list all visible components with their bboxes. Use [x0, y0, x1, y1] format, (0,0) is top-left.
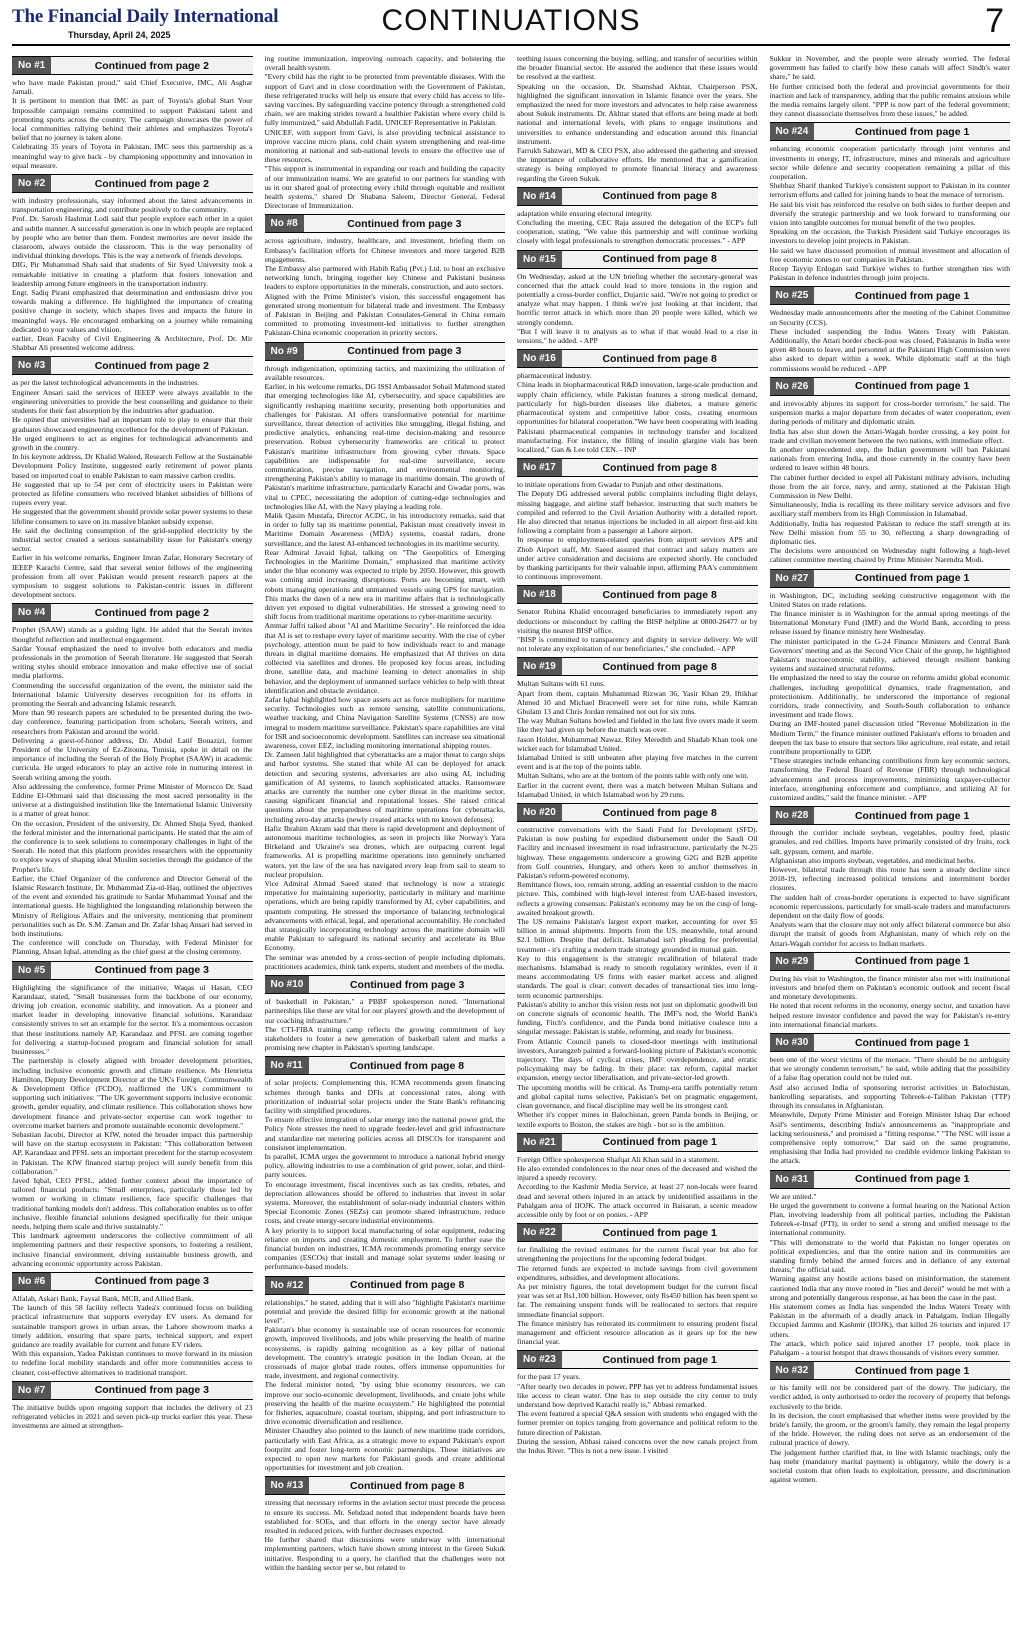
columns-container: [0, 46, 1022, 1644]
continued-from-label: Continued from page 1: [854, 1173, 970, 1186]
continued-from-label: Continued from page 1: [854, 1364, 970, 1377]
continued-from-label: Continued from page 1: [854, 1036, 970, 1049]
article-header: [770, 569, 1011, 588]
article-header: [12, 356, 253, 375]
article-number-badge: No #28: [770, 807, 815, 824]
continued-from-label: Continued from page 2: [94, 606, 210, 619]
article-header: [517, 187, 758, 206]
continuation-article: [12, 1272, 253, 1377]
article-number-badge: No #16: [517, 350, 562, 367]
article-header: [12, 603, 253, 622]
article-body: We are united." He urged the government to convene a formal hearing on the National Action Plan, involving leadership from all political parties, including the Pakistan Tehreek-e-Insaf (PTI), in order to send a strong and unified message to the international community. "This will demonstrate to the world that Pakistan no longer operates on political expediencies, and that the entire nation and its communities are standing firmly behind the armed forces and in defiance of any external threats," the official said. Warning against any hostile actions based on misinformation, the statement cautioned India that any move rooted in "lies and deceit" would be met with a strong and potentially dangerous response, as has been the case in the past. His statement comes as India has suspended the Indus Waters Treaty with Pakistan in the aftermath of a deadly attack in Pahalgam, Indian Illegally Occupied Jammu and Kashmir (IIOJK), that killed 26 tourists and injured 17 others. The attack, which police said injured another 17 people, took place in Pahalgam - a tourist hotspot that draws thousands of visitors every summer.: [769, 1191, 1010, 1357]
continuation-article: [265, 342, 506, 971]
article-header: [517, 458, 758, 477]
article-header: [517, 250, 758, 269]
article-header: [517, 585, 758, 604]
continued-from-label: Continued from page 2: [94, 359, 210, 372]
continued-from-label: Continued from page 8: [602, 806, 717, 819]
continuation-article: [517, 458, 758, 581]
article-number-badge: No #27: [770, 570, 815, 587]
article-body: across agriculture, industry, healthcare, and investment, briefing them on Embassy's facilitation efforts for Chinese investors and more targeted B2B engagements. The Embassy also partnered with Habib Rafiq (Pvt.) Ltd. to host an exclusive networking lunch, bringing together key Chinese and Pakistani business leaders to explore opportunities in the minerals, construction, and auto sectors. Aligned with the Prime Minister's vision, this successful engagement has generated strong momentum for bilateral trade and investment. The Embassy of Pakistan in Beijing and Pakistan Consulates-General in China remain committed to promoting investment-led initiatives to further strengthen Pakistan-China economic cooperation in priority sectors.: [264, 236, 505, 338]
article-number-badge: No #3: [12, 357, 51, 374]
continued-from-label: Continued from page 1: [602, 1226, 717, 1239]
article-header: [265, 1056, 506, 1075]
article-body: enhancing economic cooperation particularly through joint ventures and investments in energy, IT, infrastructure, mines and minerals and agriculture sector while defence and security cooperation remaining a pillar of this cooperation. Shehbaz Sharif thanked Turkiye's consistent support to Pakistan in its counter terrorism efforts and called for joining hands to beat the menace of terrorism. He said his visit has reinforced the resolve on both sides to further deepen and diversify the strategic partnership and we look forward to transforming our vision into tangible outcomes for mutual benefit of the two peoples. Speaking on the occasion, the Turkish President said Turkiye encourages its investors to develop joint projects in Pakistan. He said we have discussed promotion of mutual investment and allocation of free economic zones to our companies in Pakistan. Recep Tayyip Erdogan said Turkiye wishes to further strengthen ties with Pakistan in defence industries through joint projects.: [769, 144, 1010, 283]
article-body: who have made Pakistan proud," said Chief Executive, IMC, Ali Asghar Jamali. It is pertinent to mention that IMC as part of Toyota's global Start Your Impossible campaign remains committed to support Pakistani talent and promoting sports across the country. The campaign showcases the power of local communities rallying behind their athletes and emphasizes Toyota's belief that no journey is taken alone. Celebrating 35 years of Toyota in Pakistan, IMC sees this partnership as a meaningful way to give back - by championing opportunity and innovation in equal measure.: [12, 78, 253, 170]
continued-from-label: Continued from page 8: [602, 588, 717, 601]
article-body: adaptation while ensuring electoral integrity. Concluding the meeting, CEC Raja assured the delegation of the ECP's full cooperation, stating, "We value this partnership and will continue working closely with legal professionals to strengthen democratic processes." - APP: [517, 208, 758, 246]
continuation-article: [12, 1381, 253, 1431]
continued-from-label: Continued from page 1: [602, 1136, 717, 1149]
article-number-badge: No #29: [770, 953, 815, 970]
article-number-badge: No #9: [265, 343, 304, 360]
article-number-badge: No #17: [517, 459, 562, 476]
article-number-badge: No #20: [517, 804, 562, 821]
column-4: [770, 54, 1011, 1644]
continued-from-label: Continued from page 2: [94, 59, 210, 72]
article-body: to initiate operations from Gwadar to Punjab and other destinations. The Deputy DG addressed several public complaints including flight delays, missing baggage, and airline staff behavior, instructing that such matters be compiled and referred to the Civil Aviation Authority with a detailed report. He also directed that tetanus injections be included in all airport first-aid kits following a complaint from a passenger at Lahore airport. In response to employment-related queries from airport services APS and Zhob Airport staff, Mr. Saeed assured that contract and salary matters are under active consideration and decisions are expected shortly. He concluded by thanking participants for their valuable input, affirming PAA's commitment to continuous improvement.: [517, 480, 758, 582]
continued-from-label: Continued from page 8: [349, 1479, 465, 1492]
article-number-badge: No #14: [517, 188, 562, 205]
article-header: [265, 1476, 506, 1495]
continuation-article: [12, 56, 253, 170]
continuation-article: [770, 1170, 1011, 1358]
article-body: During his visit to Washington, the finance minister also met with institutional investors and briefed them on Pakistan's economic outlook and recent fiscal and monetary developments. He noted that recent reforms in the economy, energy sector, and taxation have helped restore investor confidence and paved the way for Pakistan's re-entry into international financial markets.: [769, 973, 1010, 1029]
article-header: [770, 286, 1011, 305]
article-body: and irrevocably abjures its support for cross-border terrorism," he said. The suspension marks a major departure from decades of water cooperation, even during periods of military and diplomatic strain. India has also shut down the Attari-Wagah border crossing, a key point for trade and civilian movement between the two nations, with immediate effect. In another unprecedented step, the Indian government will ban Pakistani nationals from entering India, and those currently in the country have been ordered to leave within 48 hours. The cabinet further decided to expel all Pakistani military advisors, including those from the air force, navy, and army, stationed at the Pakistan High Commission in New Delhi. Simultaneously, India is recalling its three military service advisors and five auxiliary staff members from its High Commission in Islamabad. Additionally, India has requested Pakistan to reduce the staff strength at its New Delhi mission from 55 to 30, reflecting a sharp downgrading of diplomatic ties. The decisions were announced on Wednesday night following a high-level cabinet committee meeting chaired by Prime Minister Narendra Modi.: [769, 398, 1010, 565]
article-number-badge: No #26: [770, 378, 815, 395]
page-number: 7: [985, 2, 1004, 40]
article-header: [517, 1223, 758, 1242]
article-number-badge: No #24: [770, 123, 815, 140]
article-body: as per the latest technological advancements in the industries. Engineer Ansari said the services of IEEEP were always available to the engineering universities to provide the best counselling and guidance to their students for their fast absorption by the industries after graduation. He opined that universities had an important role to play to ensure that their graduates showcased engineering excellence for the development of Pakistan. He urged engineers to act as engines for technological advancements and growth in the country. In his keynote address, Dr Khalid Waleed, Research Fellow at the Sustainable Development Policy Institute, suggested early retirement of power plants based on imported coal to enable Pakistan to earn massive carbon credits. He suggested that up to 54 per cent of electricity users in Pakistan were protected as lifeline consumers who received blanket subsidies of billions of rupees every year. He suggested that the government should provide solar power systems to these lifeline consumers to save on its massive blanket subsidy expense. He said the declining consumption of the grid-supplied electricity by the industrial sector created a serious sustainability issue for Pakistan's energy sector. Earlier in his welcome remarks, Engineer Imran Zafar, Honorary Secretary of IEEEP Karachi Centre, said that several senior fellows of the engineering profession from all over Pakistan would present research papers at the symposium to suggest solutions to Pakistan-centric issues in different development sectors.: [12, 378, 253, 600]
article-body: teething issues concerning the buying, selling, and transfer of securities within the broader financial sector. He assured the audience that these issues would be resolved at the earliest. Speaking on the occasion, Dr. Shamshad Akhtar, Chairperson PSX, highlighted the significant innovation in Islamic finance over the years. She emphasized the need for more investors and advocates to help raise awareness about Sukuk instruments. Dr. Akhtar stated that efforts are being made at both national and international levels, with plans to engage institutions and universities to enhance understanding and education around this financial instrument. Farrukh Sabzwari, MD & CEO PSX, also addressed the gathering and stressed the importance of collaborative efforts. He mentioned that a gamification strategy is being employed to promote financial literacy and awareness regarding the Green Sukuk.: [517, 54, 758, 183]
article-header: [517, 1350, 758, 1369]
continuation-article: [12, 174, 253, 352]
continued-from-label: Continued from page 2: [94, 177, 210, 190]
continued-from-label: Continued from page 3: [347, 217, 462, 230]
article-body: ing routine immunization, improving outreach capacity, and bolstering the overall health system. "Every child has the right to be protected from preventable diseases. With the support of Gavi and in close coordination with the Government of Pakistan, these refrigerated trucks will help us ensure that every child has access to life-saving vaccines. By safeguarding vaccine potency through a strengthened cold chain, we are making strides toward a healthier Pakistan where every child is fully immunized," said Abdullah Fadil, UNICEF Representative in Pakistan. UNICEF, with support from Gavi, is also providing technical assistance to improve vaccine micro plans, cold chain system strengthening and real-time monitoring at national and sub-national levels to ensure the effective use of these resources. "This support is instrumental in expanding our reach and building the capacity of our immunization teams. We are grateful to our partners for standing with us in our shared goal of protecting every child through equitable and resilient health systems," shared Dr Shabana Saleem, Director General, Federal Directorate of Immunization.: [264, 54, 505, 211]
issue-date: Thursday, April 24, 2025: [68, 30, 171, 40]
article-number-badge: No #7: [12, 1382, 51, 1399]
continuation-article: [770, 122, 1011, 282]
continued-from-label: Continued from page 1: [602, 1353, 717, 1366]
article-body: in Washington, DC, including seeking constructive engagement with the United States on trade relations. The finance minister is in Washington for the annual spring meetings of the International Monetary Fund (IMF) and the World Bank, according to press release issued by finance ministry here Wednesday. The minister participated in the G-24 Finance Ministers and Central Bank Governors' meeting and as the Second Vice Chair of the group, he highlighted Pakistan's macroeconomic stability, achieved through resilient banking systems and sustained structural reforms. He emphasized the need to stay the course on reforms amidst global economic challenges, including geopolitical dynamics, trade fragmentation, and protectionism. Additionally, he underscored the importance of regional corridors, trade connectivity, and South-South collaboration to enhance investment and trade flows. During an IMF-hosted panel discussion titled "Revenue Mobilization in the Medium Term," the finance minister outlined Pakistan's efforts to broaden and deepen the tax base to ensure that sectors like agriculture, real estate, and retail contribute proportionally to GDP. "These strategies include enhancing contributions from key economic sectors, transforming the Federal Board of Revenue (FBR) through technological advancements and process improvements, minimizing taxpayer-collector interface, strengthening enforcement and compliance, and utilizing AI for customized audits," said the finance minister. - APP: [769, 590, 1010, 803]
article-body: pharmaceutical industry. China leads in biopharmaceutical R&D innovation, large-scale production and supply chain efficiency, while Pakistan features a strong medical demand, particularly for high-burden diseases like diabetes, a mature generic pharmaceutical system and competitive labor costs, creating enormous opportunities for bilateral cooperation."We have been cooperating with leading Pakistani pharmaceutical companies in technology transfer and localized manufacturing. For instance, the filling of insulin glargine vials has been localized," Gan & Lee told CEN. - INP: [517, 371, 758, 454]
masthead: [12, 0, 1010, 46]
article-number-badge: No #12: [265, 1277, 310, 1294]
article-header: [517, 657, 758, 676]
continued-from-label: Continued from page 1: [854, 380, 970, 393]
continued-from-label: Continued from page 8: [349, 1059, 465, 1072]
continuation-article: [517, 1223, 758, 1346]
column-2: [265, 54, 506, 1644]
article-header: [12, 174, 253, 193]
article-body: for finalising the revised estimates for the current fiscal year but also for strengthening the projections for the upcoming federal budget. The returned funds are expected to include savings from civil government expenditures, subsidies, and development allocations. As per ministry figures, the total development budget for the current fiscal year was set at Rs1,100 billion. However, only Rs450 billion has been spent so far. The remaining unspent funds will be reallocated to sectors that require immediate financial support. The finance ministry has reiterated its commitment to ensuring prudent fiscal management and efficient resource allocation as it gears up for the new financial year.: [517, 1245, 758, 1347]
article-header: [265, 342, 506, 361]
article-number-badge: No #15: [517, 251, 562, 268]
continued-from-label: Continued from page 3: [94, 964, 210, 977]
continuation-article: [517, 250, 758, 346]
continued-from-label: Continued from page 8: [602, 352, 717, 365]
article-number-badge: No #10: [265, 976, 310, 993]
column-3: [517, 54, 758, 1644]
article-number-badge: No #13: [265, 1477, 310, 1494]
continuation-article: [265, 1056, 506, 1271]
continuation-article: [770, 54, 1011, 118]
article-header: [265, 975, 506, 994]
article-number-badge: No #22: [517, 1224, 562, 1241]
article-body: Prophet (SAAW) stands as a guiding light. He added that the Seerah invites thoughtful reflection and intellectual engagement. Sardar Yousaf emphasized the need to involve both educators and media professionals in the promotion of Seerah literature. He suggested that Seerah writing styles should embrace innovation and make effective use of social media platforms. Commending the successful organization of the event, the minister said the International Islamic University deserves recognition for its efforts in promoting the Seerah and advancing Islamic research. More than 90 research papers are scheduled to be presented during the two-day conference, featuring participation from scholars, Seerah writers, and researchers from Pakistan and around the world. Delivering a guest-of-honor address, Dr. Abdul Latif Bouazizi, former President of the University of Ez-Zitouna, Tunisia, spoke in detail on the importance of including the Seerah of the Holy Prophet (SAAW) in academic curricula. He urged educators to play an active role in nurturing interest in Seerah writing among the youth. Also addressing the conference, former Prime Minister of Morocco Dr. Saad Eddine El-Othmani said that discussing the most sacred personality in the universe at a distinguished institution like the International Islamic University is a matter of great honor. On the occasion, President of the university, Dr. Ahmed Shuja Syed, thanked the federal minister and the international participants. He stated that the aim of the conference is to seek solutions to contemporary challenges in light of the Seerah. He noted that this platform provides researchers with the opportunity to explore ways of shaping ideal Muslim societies through the guidance of the Prophet's life. Earlier, the Chief Organizer of the conference and Director General of the Islamic Research Institute, Dr. Muhammad Zia-ul-Haq, outlined the objectives of the event and extended his gratitude to Sardar Muhammad Yousaf and the international guests. He highlighted the longstanding relationship between the Ministry of Religious Affairs and the university, mentioning that prominent personalities such as Dr. S.M. Zaman and Dr. Zafar Ishaq Ansari had served in both institutions. The conference will conclude on Thursday, with Federal Minister for Planning, Ahsan Iqbal, attending as the chief guest at the closing ceremony.: [12, 625, 253, 957]
article-number-badge: No #1: [12, 57, 51, 74]
article-header: [12, 961, 253, 980]
continued-from-label: Continued from page 1: [854, 572, 970, 585]
continued-from-label: Continued from page 1: [854, 955, 970, 968]
article-header: [265, 1276, 506, 1295]
article-body: Highlighting the significance of the initiative, Waqas ul Hasan, CEO Karandaaz, stated, "Small businesses form the backbone of our economy, driving job creation, economic stability, and innovation. As a pioneer and market leader in developing innovative financial solutions, Karandaaz consistently strives to set an example for the sector. It's a momentous occasion that these institutions namely AP, Karandaaz and PFSL are coming together for delivering a startup-focused program and financial solution for small businesses." The partnership is closely aligned with broader development priorities, including inclusive economic growth and climate resilience. Ms Henrietta Hamilton, Deputy Development Director at the UK's Foreign, Commonwealth & Development Office (FCDO), reaffirmed the UK's commitment to supporting such initiatives: "The UK government supports inclusive economic growth, gender equality, and climate resilience. This collaboration shows how development finance and private-sector expertise can work together to overcome market barriers and promote sustainable economic development." Sebastian Jacobi, Director at KfW, noted the broader impact this partnership will have on the startup ecosystem in Pakistan: "This collaboration between AP, Karandaaz and PFSL sets an important precedent for the startup ecosystem in Pakistan. The KfW financed startup project will surely benefit from this collaboration." Javed Iqbal, CEO PFSL, added further context about the importance of tailored financial products: "Small enterprises, particularly those led by women or working in climate resilience, face specific challenges that traditional banking models don't address. This collaboration enables us to offer inclusive, flexible financial solutions designed specifically for their unique needs, helping them scale and thrive sustainably." This landmark agreement underscores the collective commitment of all implementing partners and their respective sponsors, to fostering a resilient, inclusive financial environment, driving sustainable business growth, and advancing economic opportunity across Pakistan.: [12, 982, 253, 1268]
column-1: [12, 54, 253, 1644]
continuation-article: [770, 1361, 1011, 1484]
article-body: Foreign Office spokesperson Shafqat Ali Khan said in a statement. He also extended condolences to the near ones of the deceased and wished the injured a speedy recovery. According to the Kashmir Media Service, at least 27 non-locals were feared dead and several others injured in an attack by unidentified assailants in the Pahalgam area of IIOJK. The attack occurred in Baisaran, a scenic meadow accessible only by foot or on ponies. - APP: [517, 1154, 758, 1219]
continued-from-label: Continued from page 8: [349, 1279, 465, 1292]
continued-from-label: Continued from page 1: [854, 809, 970, 822]
article-header: [770, 1170, 1011, 1189]
continuation-article: [517, 54, 758, 183]
article-body: or his family will not be considered part of the dowry. The judiciary, the verdict added, is only authorised to order the recovery of property that belongs exclusively to the bride. In its decision, the court emphasised that whether items were provided by the bride's family, the groom, or the groom's family, they remain the legal property of the bride. However, the ruling does not serve as an endorsement of the cultural practice of dowry. The judgement further clarified that, in line with Islamic teachings, only the haq mehr (mandatory marital payment) is obligatory, while the dowry is a societal custom that often leads to exploitation, pressure, and discrimination against women.: [769, 1383, 1010, 1485]
article-body: Wednesday made announcements after the meeting of the Cabinet Committee on Security (CCS). These included suspending the Indus Waters Treaty with Pakistan. Additionally, the Attari border check-post was closed, Pakistanis in India were given 48 hours to leave, and personnel at the Pakistani High Commission were also asked to depart within a week. While diplomatic staff at the high commissions would be reduced. - APP: [769, 308, 1010, 373]
continuation-article: [770, 952, 1011, 1029]
continuation-article: [517, 657, 758, 799]
article-body: for the past 17 years. "After nearly two decades in power, PPP has yet to address fundamental issues like access to clean water. One has to step outside the city center to truly understand how deprived Karachi really is," Abbasi remarked. The event featured a special Q&A session with students who engaged with the former premier on topics ranging from governance and political reform to the future direction of Pakistan. During the session, Abbasi raised concerns over the new canals project from the Indus River. "This is not a new issue. I visited: [517, 1372, 758, 1455]
article-number-badge: No #5: [12, 962, 51, 979]
continuation-article: [12, 356, 253, 599]
article-header: [12, 56, 253, 75]
continuation-article: [770, 286, 1011, 372]
continuation-article: [12, 961, 253, 1268]
continued-from-label: Continued from page 3: [349, 978, 465, 991]
article-header: [12, 1381, 253, 1400]
article-body: relationships," he stated, adding that it will also "highlight Pakistan's maritime potential and provide the desired fillip for economic growth at the national level". Pakistan's blue economy is sustainable use of ocean resources for economic growth, improved livelihoods, and jobs while preserving the health of marine ecosystems, is rapidly gaining recognition as a key pillar of national development. The country's strategic position in the Indian Ocean, at the crossroads of major global trade routes, offers immense opportunities for trade, investment, and regional connectivity. The federal minister noted, "by using blue economy resources, we can improve our socio-economic development, livelihoods, and create jobs while preserving the health of the marine ecosystem." He highlighted the potential for fisheries, aquaculture, coastal tourism, shipping, and port infrastructure to drive economic diversification and resilience. Minister Chaudhry also pointed to the launch of new maritime trade corridors, particularly with East Africa, as a strategic move to expand Pakistan's export footprint and foster long-term economic partnerships. These initiatives are expected to open new markets for Pakistani goods and create additional opportunities for investment and job creation.: [264, 1297, 505, 1473]
article-number-badge: No #32: [770, 1362, 815, 1379]
article-header: [770, 952, 1011, 971]
article-number-badge: No #31: [770, 1171, 815, 1188]
article-body: Alfalah, Askari Bank, Faysal Bank, MCB, and Allied Bank. The launch of this 58 facility reflects Yadea's continued focus on building practical infrastructure that supports everyday EV users. As demand for sustainable transport grows in urban areas, the Lahore showroom marks a timely addition, ensuring that spare parts, technical support, and expert guidance are readily available for current and future EV riders. With this expansion, Yadea Pakistan continues to move forward in its mission to redefine local mobility standards and offer more communities access to cleaner, cost-effective alternatives to traditional transport.: [12, 1293, 253, 1377]
article-header: [770, 377, 1011, 396]
article-body: through the corridor include soybean, vegetables, poultry feed, plastic granules, and red chillies. Imports have primarily consisted of dry fruits, rock salt, gypsum, cement, and marble. Afghanistan also imports soybean, vegetables, and medicinal herbs. However, bilateral trade through this route has seen a steady decline since 2018-19, reflecting increased political tensions and intermittent border closures. The sudden halt of cross-border operations is expected to have significant economic repercussions, particularly for small-scale traders and manufacturers dependent on the daily flow of goods. Analysts warn that the closure may not only affect bilateral commerce but also disrupt the transit of goods from Afghanistan, many of which rely on the Attari-Wagah corridor for access to Indian markets.: [769, 828, 1010, 948]
article-header: [770, 806, 1011, 825]
continued-from-label: Continued from page 8: [602, 190, 717, 203]
article-header: [517, 1133, 758, 1152]
article-header: [770, 1361, 1011, 1380]
article-header: [770, 1033, 1011, 1052]
continuation-article: [517, 585, 758, 653]
article-header: [770, 122, 1011, 141]
article-body: stressing that necessary reforms in the aviation sector must precede the process to ensure its success. Mr. Sehdzad noted that independent boards have been established for SOEs, and that efforts in the energy sector have already resulted in reduced prices, with further decreases expected. He further shared that discussions were underway with international implementing partners, which have shown strong interest in the Green Sukuk initiative. Responding to a query, he clarified that the challenges were not within the banking sector per se, but related to: [264, 1498, 505, 1572]
article-header: [265, 214, 506, 233]
article-body: Senator Rubina Khalid encouraged beneficiaries to immediately report any deductions or misconduct by calling the BISP helpline at 0800-26477 or by visiting the nearest BISP office. "BISP is committed to transparency and dignity in service delivery. We will not tolerate any exploitation of our beneficiaries," she concluded. - APP: [517, 607, 758, 654]
article-body: On Wednesday, asked at the UN briefing whether the secretary-general was concerned that the attack could lead to more tensions in the region and potentially a cross-border conflict, Dujarric said, "We're not going to predict or analyze what may happen. I think we're just looking at that incident, that horrific terror attack in which more than 20 people were killed, which we strongly condemn. "But I will leave it to analysts as to what if that would lead to a rise in tensions," he added. - APP: [517, 271, 758, 346]
article-number-badge: No #30: [770, 1034, 815, 1051]
continuation-article: [770, 569, 1011, 803]
section-title: CONTINUATIONS: [381, 4, 641, 37]
article-header: [12, 1272, 253, 1291]
article-number-badge: No #19: [517, 658, 562, 675]
article-body: The initiative builds upon ongoing support that includes the delivery of 23 refrigerated vehicles in 2021 and seven pick-up trucks earlier this year. These investments are aimed at strengthen-: [12, 1402, 253, 1431]
continued-from-label: Continued from page 1: [854, 125, 970, 138]
article-body: through indigenization, optimizing tactics, and maximizing the utilization of available resources. Earlier, in his welcome remarks, DG ISSI Ambassador Sohail Mahmood stated that emerging technologies like AI, cybersecurity, and space capabilities are significantly reshaping maritime security, presenting both opportunities and challenges for Pakistan. AI offers transformative potential for maritime surveillance, threat detection of activities like smuggling, illegal fishing, and predictive analytics, enhancing real-time decision-making and resource preservation. Robust cybersecurity frameworks are critical to protect Pakistan's maritime infrastructure from growing cyber threats. Space capabilities are indispensable for real-time surveillance, secure communication, precise navigation, and environmental monitoring, strengthening Pakistan's ability to manage its maritime domain. The growth of Pakistan's maritime infrastructure, particularly Karachi and Gwadar ports, was vital to CPEC, necessitating the adoption of cutting-edge technologies and technologies like AI, with the Navy playing a leading role. Malik Qasim Mustafa, Director ACDC, in his introductory remarks, said that in order to fully tap its maritime potential, Pakistan must creatively invest in Maritime Domain Awareness (MDA) systems, coastal radars, drone surveillance, and the latest AI-enhanced technologies in its maritime security. Rear Admiral Javaid Iqbal, talking on "The Geopolitics of Emerging Technologies in the Maritime Domain," emphasized that maritime activity under the blue economy was expected to triple by 2050. However, this growth was coming amid increasing disruptions. Ports are becoming smart, with robots managing operations and unmanned vessels using GPS for navigation. This marks the dawn of a new era in maritime affairs that is technologically driven yet exposed to digital vulnerabilities. He stressed a growing need to shift focus from traditional maritime operations to cyber-maritime security. Ammar Jaffri talked about "AI and Maritime Security". He reinforced the idea that AI is set to reshape every layer of maritime security. With the rise of cyber psychology, attention must be paid to how individuals react to and manage threats in digital maritime domains. He emphasized that AI thrives on data collected via satellites and drones. He proposed key focus areas, including drone, satellite data, and machine learning to detect anomalies in ship behavior, and the deployment of unmanned surface vehicles to help with threat identification and obstacle avoidance. Zafar Iqbal highlighted how space assets act as force multipliers for maritime security. Technologies such as remote sensing, satellite communications, weather tracking, and China Navigation Satellite Systems (CNSS) are now integral to modern maritime surveillance. Pakistan's space capabilities are vital for ISR and socioeconomic development. Satellites can increase sea situational awareness, cover EEZ, including monitoring international shipping routes. Dr. Zameen Jalil highlighted that cyberattacks are a major threat to cargo ships and harbor systems. She stated that while AI can be deployed for attack detection and securing systems, adversaries are also using AI, including gamification of AI systems, to launch sophisticated attacks. Ransomware attacks are currently the number one cyber threat in the maritime sector, causing significant financial and reputational losses. She raised critical questions about the preparedness of maritime operations for cyberattacks, including zero-day attacks (newly created attacks with no known defenses). Hafiz Ibrahim Akram said that there is rapid development and deployment of autonomous maritime technologies, as seen in projects like Norway's Yara Birkeland and Ukraine's sea drones, which are outpacing current legal frameworks. AI is propelling maritime operations into genuinely uncharted waters, yet the law of the sea has navigated every leap from sail to steam to nuclear propulsion. Vice Admiral Ahmad Saeed stated that technology is now a strategic imperative for maintaining superiority, particularly in military and maritime operations, which are being rapidly transformed by AI, cyber capabilities, and quantum computing. He stressed the importance of balancing technological advancements with ethical, legal, and operational accountability. He concluded that strategically incorporating technology across the maritime domain will enable Pakistan to safeguard its national security and accelerate its Blue Economy. The seminar was attended by a cross-section of people including diplomats, practitioners academics, think tank experts, student and members of the media.: [264, 363, 505, 971]
continuation-article: [517, 803, 758, 1129]
article-body: Multan Sultans with 61 runs. Apart from them, captain Muhammad Rizwan 36, Yasir Khan 29, Iftikhar Ahmed 10 and Michael Bracewell were set for nine runs, while Kamran Ghulam 13 and Chris Jordan remained not out for six runs. The way Multan Sultans bowled and fielded in the last five overs made it seem like they had given up before the match was over. Jason Holder, Muhammad Nawaz, Riley Meredith and Shadab Khan took one wicket each for Islamabad United. Islamabad United is still unbeaten after playing five matches in the current event and is at the top of the points table. Multan Sultans, who are at the bottom of the points table with only one win. Earlier in the current event, there was a match between Multan Sultans and Islamabad United, in which Islamabad won by 29 runs.: [517, 679, 758, 799]
paper-name: The Financial Daily International: [12, 6, 279, 27]
article-number-badge: No #18: [517, 586, 562, 603]
continuation-article: [12, 603, 253, 956]
article-number-badge: No #8: [265, 215, 304, 232]
continuation-article: [265, 214, 506, 337]
continued-from-label: Continued from page 8: [602, 461, 717, 474]
continuation-article: [517, 349, 758, 454]
article-body: constructive conversations with the Saudi Fund for Development (SFD). Pakistan is now pushing for expedited disbursement under the Saudi Oil Facility and increased investment in road infrastructure, particularly the N-25 highway. These engagements underscore a growing G2G and B2B appetite from Gulf countries, Hungary, and others keen to anchor themselves in Pakistan's reform-powered economy. Remittance flows, too, remain strong, adding an essential cushion to the macro picture. This, combined with high-level interest from UAE-based investors, reflects a growing consensus: Pakistan's economy may be on the cusp of long-awaited breakout growth. The US remains Pakistan's largest export market, accounting for over $5 billion in annual shipments. Imports from the US, meanwhile, total around $2.1 billion. Despite that deficit, Islamabad isn't pleading for preferential treatment - it's crafting a modern trade strategy grounded in mutual gain. Key to this engagement is the strategic recalibration of bilateral trade mechanisms. Islamabad is ready to smooth regulatory wrinkles, even if it means accommodating US firms with easier market access and aligned standards. The goal is clear: convert decades of transactional ties into long-term economic partnerships. Pakistan's ability to anchor this vision rests not just on diplomatic goodwill but on concrete signals of economic health. The IMF's nod, the World Bank's funding, Fitch's confidence, and the Panda bond initiative coalesce into a singular message: Pakistan is stable, reforming, and ready for business. From Atlantic Council panels to closed-door meetings with institutional investors, Aurangzeb painted a forward-looking picture of Pakistan's economic trajectory. The days of cyclical crises, IMF overdependence, and erratic policymaking may be fading. In their place: tax reform, capital market expansion, energy sector liberalisation, and private-sector-led growth. The upcoming months will be critical. As Trump-era tariffs potentially return and global capital turns selective, Pakistan's bet on pragmatic engagement, clean governance, and fiscal discipline may well be its strongest card. Whether it's copper mines in Balochistan, green Panda bonds in Beijing, or textile exports to Boston, the stakes are high - but so is the ambition.: [517, 825, 758, 1129]
article-number-badge: No #2: [12, 175, 51, 192]
article-number-badge: No #11: [265, 1057, 309, 1074]
continued-from-label: Continued from page 1: [854, 289, 970, 302]
continuation-article: [265, 975, 506, 1052]
article-number-badge: No #4: [12, 604, 51, 621]
continued-from-label: Continued from page 8: [602, 253, 717, 266]
continued-from-label: Continued from page 3: [94, 1275, 210, 1288]
article-header: [517, 803, 758, 822]
continued-from-label: Continued from page 8: [602, 660, 717, 673]
article-body: of basketball in Pakistan," a PBBF spokesperson noted. "International partnerships like these are vital for our players' growth and the development of our coaching infrastructure." The CTI-FIBA training camp reflects the growing commitment of key stakeholders to foster a new generation of basketball talent and marks a promising new chapter in Pakistan's sporting landscape.: [264, 997, 505, 1053]
article-number-badge: No #25: [770, 287, 815, 304]
continued-from-label: Continued from page 3: [94, 1384, 210, 1397]
continuation-article: [770, 377, 1011, 565]
article-body: been one of the worst victims of the menace. "There should be no ambiguity that we strongly condemn terrorism," he said, while adding that the possibility of a false flag operation could not be ruled out. Asif also accused India of sponsoring terrorist activities in Balochistan, bankrolling separatists, and supporting Tehreek-e-Taliban Pakistan (TTP) through its consulates in Afghanistan. Meanwhile, Deputy Prime Minister and Foreign Minister Ishaq Dar echoed Asif's sentiments, describing India's announcements as "inappropriate and lacking seriousness," and promised a "fitting response." "The NSC will issue a comprehensive reply tomorrow," Dar said on the same programme, emphasising that India had provided no credible evidence linking Pakistan to the attack.: [769, 1055, 1010, 1166]
continuation-article: [517, 187, 758, 246]
article-number-badge: No #6: [12, 1273, 51, 1290]
continued-from-label: Continued from page 3: [347, 345, 462, 358]
continuation-article: [770, 806, 1011, 948]
article-number-badge: No #21: [517, 1134, 562, 1151]
continuation-article: [517, 1133, 758, 1219]
article-header: [517, 349, 758, 368]
article-body: Sukkur in November, and the people were already worried. The federal government has failed to clarify how these canals will affect Sindh's water share," he said. He further criticised both the federal and provincial governments for their inaction and lack of transparency, adding that the public remains anxious while the media remains largely silent. "PPP is now part of the federal government; they cannot disassociate themselves from these issues," he added.: [769, 54, 1010, 119]
article-number-badge: No #23: [517, 1351, 562, 1368]
continuation-article: [517, 1350, 758, 1455]
continuation-article: [770, 1033, 1011, 1165]
continuation-article: [265, 1476, 506, 1572]
continuation-article: [265, 1276, 506, 1473]
article-body: of solar projects. Complementing this, ICMA recommends green financing schemes through banks and DFIs at concessional rates, along with prioritization of industrial solar projects under the State Bank's refinancing facility with simplified procedures. To ensure effective integration of solar energy into the national power grid, the Policy Note stresses the need to upgrade feeder-level and grid infrastructure and standardize net metering policies across all DISCOs for transparent and consistent implementation. In parallel, ICMA urges the government to introduce a national hybrid energy policy, allowing industries to use a combination of grid power, solar, and third-party sources. To encourage investment, fiscal incentives such as tax credits, rebates, and depreciation allowances should be offered to industries that invest in solar systems. Moreover, the establishment of solar-ready industrial clusters within Special Economic Zones (SEZs) can promote shared infrastructure, reduce costs, and create energy-secure industrial environments. A key priority is to support local manufacturing of solar equipment, reducing reliance on imports and creating domestic employment. To further ease the financial burden on industries, ICMA recommends promoting energy service companies (ESCOs) that install and manage solar systems under leasing or performance-based models.: [264, 1078, 505, 1272]
continuation-article: [265, 54, 506, 210]
article-body: with industry professionals, stay informed about the latest advancements in transportation engineering, and contribute positively to the community. Prof. Dr. Sarosh Hashmat Lodi said that people explore each other in a quiet and subtle manner. A successful generation is one in which people are replaced by people who are better than them. Fondest memories are never inside the classroom, always outside the classroom. This is the way personality of individual thinking develops. This is the way a network of friends develops. DIG, Pir Muhammad Shah said that students of Sir Syed University took a remarkable initiative in creating a platform that fosters innovation and leadership among future engineers in the transportation industry. Engr. Sadiq Pirani emphasized that determination and enthusiasm drive you towards making a difference. He highlighted the importance of creating positive change in society, which shapes lives and impacts the future in meaningful ways. He encouraged embarking on a journey while remaining dedicated to your values and vision. earlier, Dean Faculty of Civil Engineering & Architecture, Prof. Dr. Mir Shabbar Ali presented welcome address.: [12, 196, 253, 353]
